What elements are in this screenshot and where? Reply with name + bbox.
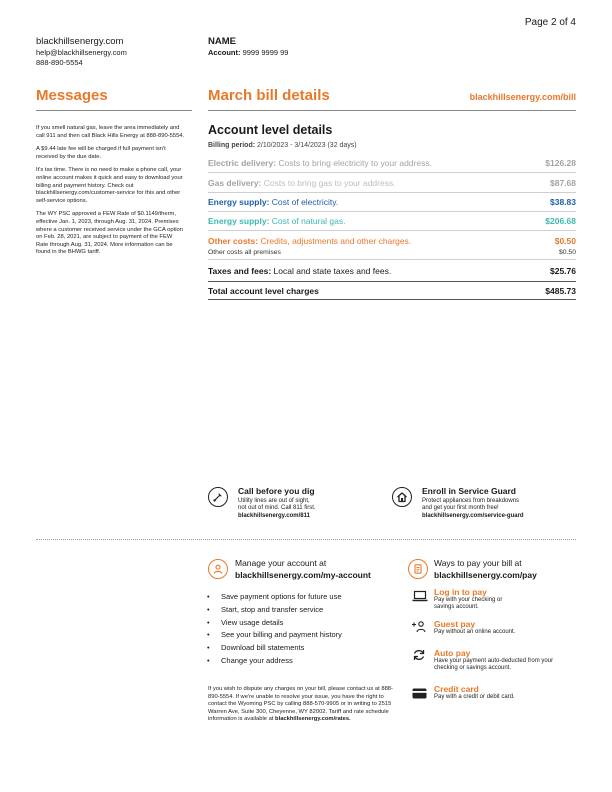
line-divider	[208, 211, 576, 212]
bill-icon	[408, 559, 428, 579]
energy-supply-electric-amount: $38.83	[550, 197, 576, 207]
dig-title: Call before you dig	[238, 486, 315, 496]
line-total	[208, 286, 576, 296]
company-website: blackhillsenergy.com	[36, 36, 124, 47]
total-label: Total account level charges	[208, 286, 319, 296]
messages-heading: Messages	[36, 87, 108, 104]
taxes-fees-amount: $25.76	[550, 266, 576, 276]
list-item: • Start, stop and transfer service	[221, 604, 342, 617]
pay-option-auto[interactable]	[434, 648, 584, 673]
manage-line-1: Manage your account at	[235, 558, 327, 568]
line-energy-supply-gas	[208, 216, 576, 226]
list-item: • See your billing and payment history	[221, 629, 342, 642]
credit-card-desc: Pay with a credit or debit card.	[434, 694, 515, 700]
pay-option-login[interactable]	[434, 587, 584, 612]
total-bottom-divider	[208, 299, 576, 300]
credit-card-title: Credit card	[434, 684, 479, 694]
list-item: • View usage details	[221, 617, 342, 630]
line-taxes-fees	[208, 266, 576, 276]
line-divider	[208, 230, 576, 231]
dotted-separator	[36, 539, 576, 540]
line-energy-supply-electric	[208, 197, 576, 207]
energy-supply-gas-amount: $206.68	[545, 216, 576, 226]
bill-details-heading: March bill details	[208, 87, 330, 104]
line-divider	[208, 192, 576, 193]
list-item: • Change your address	[221, 655, 342, 668]
message-tax-time: It's tax time. There is no need to make a phone call, your online account makes it quick and easy to download your billing and payment history. Check out blackhillsenergy.com/customer-service for this and other self-service options.	[36, 167, 183, 204]
total-amount: $485.73	[545, 286, 576, 296]
message-gas-safety: If you smell natural gas, leave the area immediately and call 911 and then call Black Hills Energy at 888-890-5554.	[36, 125, 185, 139]
auto-pay-title: Auto pay	[434, 648, 471, 658]
account-label: Account:	[208, 48, 241, 57]
guard-link[interactable]: blackhillsenergy.com/service-guard	[422, 512, 524, 519]
taxes-fees-desc: Local and state taxes and fees.	[273, 266, 392, 276]
gas-delivery-desc: Costs to bring gas to your address.	[263, 178, 396, 188]
list-item: • Save payment options for future use	[221, 591, 342, 604]
call-before-dig	[238, 486, 316, 519]
guard-line-2: and get your first month free!	[422, 505, 499, 512]
other-costs-desc: Credits, adjustments and other charges.	[260, 236, 412, 246]
account-number-line	[208, 48, 288, 57]
billing-period	[208, 142, 357, 149]
customer-name: NAME	[208, 36, 236, 47]
electric-delivery-amount: $126.28	[545, 158, 576, 168]
guard-line-1: Protect appliances from breakdowns	[422, 498, 520, 504]
energy-supply-gas-label: Energy supply:	[208, 216, 270, 226]
message-late-fee: A $9.44 late fee will be charged if full payment isn't received by the due date.	[36, 146, 166, 160]
company-phone: 888-890-5554	[36, 58, 83, 67]
pay-option-guest[interactable]	[434, 619, 584, 636]
dig-link[interactable]: blackhillsenergy.com/811	[238, 512, 310, 519]
manage-account	[235, 558, 371, 580]
gas-delivery-label: Gas delivery:	[208, 178, 262, 188]
electric-delivery-label: Electric delivery:	[208, 158, 277, 168]
dig-line-1: Utility lines are out of sight,	[238, 498, 310, 504]
line-divider	[208, 172, 576, 173]
service-guard	[422, 486, 524, 519]
login-pay-title: Log in to pay	[434, 587, 487, 597]
line-gas-delivery	[208, 178, 576, 188]
other-costs-sub-label: Other costs all premises	[208, 249, 281, 256]
electric-delivery-desc: Costs to bring electricity to your address.	[278, 158, 432, 168]
other-costs-sub-amount: $0.50	[558, 249, 576, 256]
manage-account-link[interactable]: blackhillsenergy.com/my-account	[235, 570, 371, 580]
messages-list	[36, 125, 186, 263]
guest-user-icon	[411, 620, 427, 638]
total-divider	[208, 281, 576, 282]
manage-benefits-list	[221, 591, 342, 668]
line-other-costs	[208, 236, 576, 246]
user-icon	[208, 559, 228, 579]
billing-period-value: 2/10/2023 - 3/14/2023 (32 days)	[257, 142, 357, 149]
pay-link[interactable]: blackhillsenergy.com/pay	[434, 570, 537, 580]
messages-divider	[36, 110, 192, 111]
bill-url-link[interactable]: blackhillsenergy.com/bill	[469, 92, 576, 102]
company-email: help@blackhillsenergy.com	[36, 48, 127, 57]
refresh-icon	[412, 648, 426, 667]
account-number: 9999 9999 99	[242, 48, 289, 57]
dig-line-2: not out of mind. Call 811 first.	[238, 505, 316, 512]
dispute-notice	[208, 686, 398, 724]
gas-delivery-amount: $87.68	[550, 178, 576, 188]
message-few-rate: The WY PSC approved a FEW Rate of $0.1149/therm, effective Jan. 1, 2023, through Aug. 31, 2024. Premises where a customer received service under the GCA option on Feb. 28, 2021, are subject to payment of the FEW Rate through Aug. 31, 2024. More information can be found in the BHWG tariff.	[36, 211, 183, 256]
other-costs-amount: $0.50	[554, 236, 576, 246]
line-divider	[208, 259, 576, 260]
taxes-fees-label: Taxes and fees:	[208, 266, 272, 276]
bill-divider	[208, 110, 576, 111]
billing-period-label: Billing period:	[208, 142, 256, 149]
energy-supply-electric-label: Energy supply:	[208, 197, 270, 207]
rates-link[interactable]: blackhillsenergy.com/rates.	[275, 716, 351, 723]
pay-option-credit-card[interactable]	[434, 684, 584, 701]
shovel-icon	[208, 487, 228, 507]
dispute-text: If you wish to dispute any charges on your bill, please contact us at 888-890-5554. If we're unable to resolve your issue, you have the right to contact the Wyoming PSC by calling 888-570-9905 or in writing to 2515 Warren Ave, Suite 300, Cheyenne, WY 82002. Tariff and rate schedule information is available at	[208, 686, 393, 723]
guard-title: Enroll in Service Guard	[422, 486, 517, 496]
house-icon	[392, 487, 412, 507]
line-other-costs-sub	[208, 249, 576, 256]
energy-supply-gas-desc: Cost of natural gas.	[271, 216, 346, 226]
pay-line-1: Ways to pay your bill at	[434, 558, 522, 568]
account-details-title: Account level details	[208, 123, 333, 137]
guest-pay-title: Guest pay	[434, 619, 476, 629]
page-number: Page 2 of 4	[524, 17, 576, 28]
list-item: • Download bill statements	[221, 642, 342, 655]
login-pay-desc: Pay with your checking or savings account.	[434, 597, 503, 611]
energy-supply-electric-desc: Cost of electricity.	[271, 197, 339, 207]
auto-pay-desc: Have your payment auto-deducted from your checking or savings account.	[434, 658, 554, 672]
credit-card-icon	[412, 686, 427, 704]
guest-pay-desc: Pay without an online account.	[434, 629, 516, 635]
other-costs-label: Other costs:	[208, 236, 259, 246]
laptop-icon	[412, 589, 428, 607]
line-electric-delivery	[208, 158, 576, 168]
ways-to-pay	[434, 558, 537, 580]
